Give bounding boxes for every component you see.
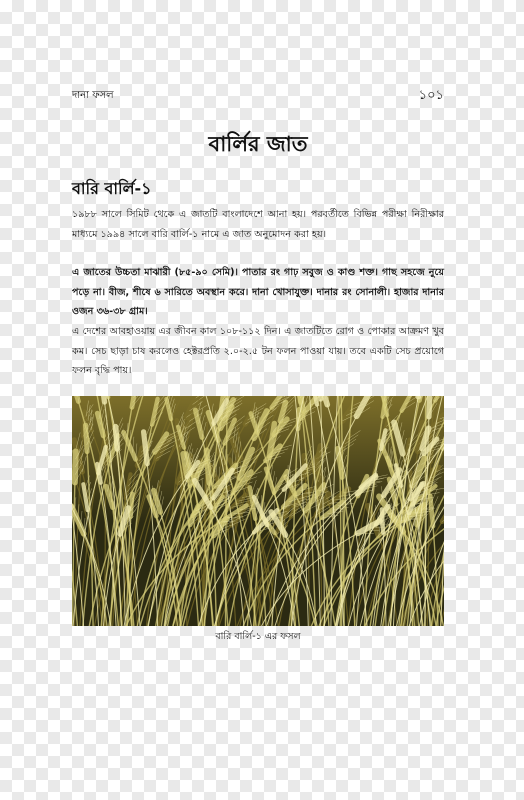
running-header — [72, 86, 444, 106]
paragraph-characteristics: এ জাতের উচ্চতা মাঝারী (৮৫-৯০ সেমি)। পাতার রং গাঢ় সবুজ ও কাণ্ড শক্ত। গাছ সহজে নুয়ে পড়ে না। বীজ, শীষে ৬ সারিতে অবস্থান করে। দানা খোসাযুক্ত। দানার রং সোনালী। হাজার দানার ওজন ৩৬-৩৮ গ্রাম। — [72, 267, 444, 317]
section-name: দানা ফসল — [72, 90, 114, 101]
variety-heading: বারি বার্লি-১ — [72, 179, 152, 198]
page-title: বার্লির জাত — [208, 132, 308, 156]
paragraph-yield: এ দেশের আবহাওয়ায় এর জীবন কাল ১০৮-১১২ দিন। এ জাতটিতে রোগ ও পোকার আক্রমণ খুব কম। সেচ ছাড়া চাষ করলেও হেক্টরপ্রতি ২.০-২.৫ টন ফলন পাওয়া যায়। তবে একটি সেচ প্রয়োগে ফলন বৃদ্ধি পায়। — [72, 326, 444, 376]
figure-caption: বারি বার্লি-১ এর ফসল — [215, 631, 301, 642]
page-number: ১০১ — [418, 88, 444, 103]
barley-crop-photo — [72, 396, 444, 626]
paragraph-history: ১৯৮৮ সালে সিমিট থেকে এ জাতটি বাংলাদেশে আনা হয়। পরবর্তীতে বিভিন্ন পরীক্ষা নিরীক্ষার মাধ্যমে ১৯৯৪ সালে বারি বার্লি-১ নামে এ জাত অনুমোদন করা হয়। — [72, 209, 444, 240]
barley-field-image — [72, 396, 444, 626]
